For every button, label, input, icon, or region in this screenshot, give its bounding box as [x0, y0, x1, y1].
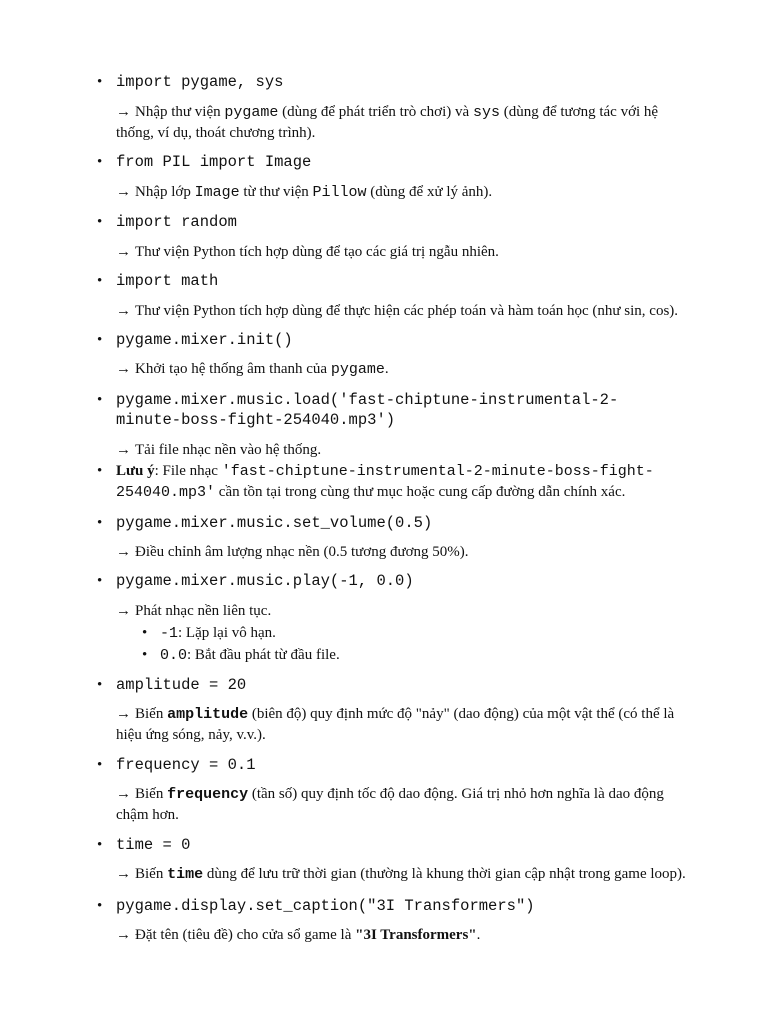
sub-list-item: • 0.0: Bắt đầu phát từ đầu file. [142, 647, 340, 664]
arrow-icon: → [116, 786, 131, 802]
description: → Phát nhạc nền liên tục. [116, 603, 272, 619]
bullet: • [97, 898, 103, 914]
bullet: • [97, 392, 103, 408]
code-line: amplitude = 20 [116, 676, 247, 694]
code-line: import pygame, sys [116, 73, 284, 91]
arrow-icon: → [116, 104, 131, 120]
arrow-icon: → [116, 603, 131, 619]
code-line: pygame.display.set_caption("3I Transformers") [116, 897, 535, 915]
code-line: pygame.mixer.music.load('fast-chiptune-instrumental-2-minute-boss-fight-254040.mp3') [116, 391, 619, 429]
arrow-icon: → [116, 442, 131, 458]
description: → Biến time dùng để lưu trữ thời gian (thường là khung thời gian cập nhật trong game loop). [116, 866, 686, 883]
description: → Nhập lớp Image từ thư viện Pillow (dùng để xử lý ảnh). [116, 184, 493, 201]
bullet: • [97, 837, 103, 853]
code-line: frequency = 0.1 [116, 756, 256, 774]
arrow-icon: → [116, 244, 131, 260]
bullet: • [97, 273, 103, 289]
arrow-icon: → [116, 706, 131, 722]
code-line: time = 0 [116, 836, 191, 854]
code-line: pygame.mixer.init() [116, 331, 293, 349]
arrow-icon: → [116, 361, 131, 377]
code-line: pygame.mixer.music.set_volume(0.5) [116, 514, 433, 532]
bullet: • [97, 214, 103, 230]
arrow-icon: → [116, 303, 131, 319]
code-line: pygame.mixer.music.play(-1, 0.0) [116, 572, 414, 590]
bullet: • [97, 332, 103, 348]
note-text: Lưu ý: File nhạc 'fast-chiptune-instrumental-2-minute-boss-fight-254040.mp3' cần tồn tại trong cùng thư mục hoặc cung cấp đường dẫn chính xác. [116, 463, 654, 501]
description: → Thư viện Python tích hợp dùng để thực hiện các phép toán và hàm toán học (như sin, cos). [116, 303, 679, 319]
arrow-icon: → [116, 184, 131, 200]
description: → Nhập thư viện pygame (dùng để phát triển trò chơi) và sys (dùng để tương tác với hệ thống, ví dụ, thoát chương trình). [116, 104, 659, 141]
bullet: • [97, 154, 103, 170]
bullet: • [97, 515, 103, 531]
bullet: • [97, 463, 103, 479]
bullet: • [97, 573, 103, 589]
description: → Tải file nhạc nền vào hệ thống. [116, 442, 322, 458]
arrow-icon: → [116, 927, 131, 943]
bullet: • [97, 74, 103, 90]
description: → Thư viện Python tích hợp dùng để tạo các giá trị ngẫu nhiên. [116, 244, 499, 260]
description: → Biến amplitude (biên độ) quy định mức độ "nảy" (dao động) của một vật thể (có thể là hiệu ứng sóng, nảy, v.v.). [116, 706, 675, 743]
description: → Đặt tên (tiêu đề) cho cửa sổ game là "3I Transformers". [116, 927, 481, 943]
code-line: import math [116, 272, 219, 290]
code-line: from PIL import Image [116, 153, 312, 171]
description: → Biến frequency (tần số) quy định tốc độ dao động. Giá trị nhỏ hơn nghĩa là dao động chậm hơn. [116, 786, 664, 823]
sub-list-item: • -1: Lặp lại vô hạn. [142, 625, 276, 642]
arrow-icon: → [116, 866, 131, 882]
bullet: • [97, 677, 103, 693]
description: → Điều chỉnh âm lượng nhạc nền (0.5 tương đương 50%). [116, 544, 469, 560]
bullet: • [97, 757, 103, 773]
code-line: import random [116, 213, 237, 231]
description: → Khởi tạo hệ thống âm thanh của pygame. [116, 361, 389, 378]
arrow-icon: → [116, 544, 131, 560]
